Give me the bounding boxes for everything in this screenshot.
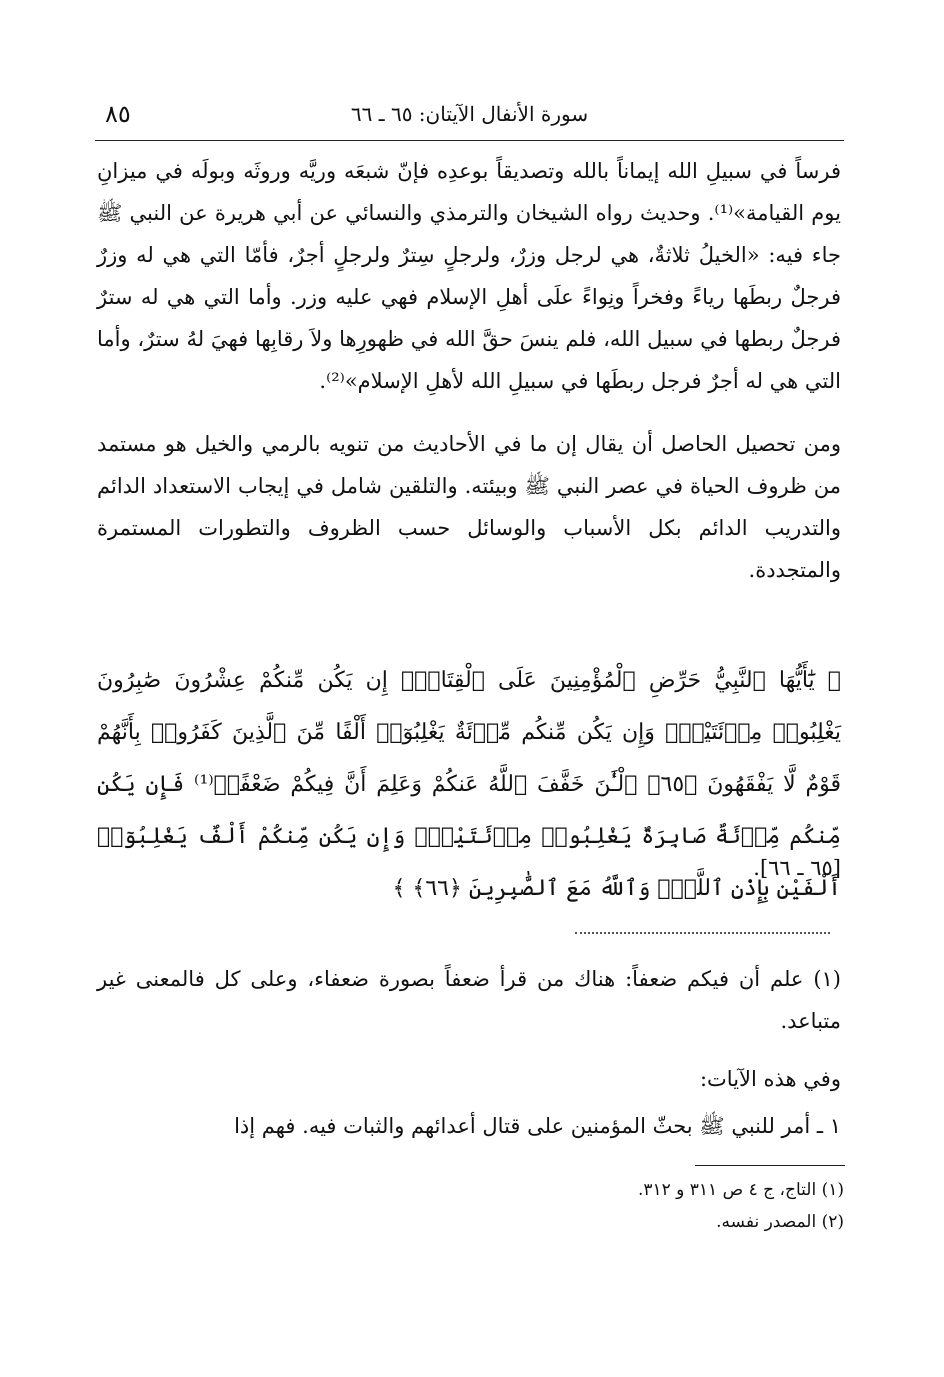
paragraph-commentary: ومن تحصيل الحاصل أن يقال إن ما في الأحاديث من تنويه بالرمي والخيل هو مستمد من ظروف الحياة في عصر النبي ﷺ وبيئته. والتلقين شامل في إيجاب الاستعداد الدائم والتدريب الدائم بكل الأسباب والوسائل حسب الظروف والتطورات المستمرة والمتجددة. — [97, 432, 841, 582]
page-number: ٨٥ — [105, 100, 131, 128]
running-title: سورة الأنفال الآيتان: ٦٥ ـ ٦٦ — [350, 102, 589, 126]
footnote-1: (١) التاج، ج ٤ ص ٣١١ و ٣١٢. — [637, 1180, 844, 1200]
note-heading: وفي هذه الآيات: — [699, 1067, 841, 1091]
verse-reference: [٦٥ ـ ٦٦]. — [753, 856, 841, 880]
page-header — [95, 100, 844, 136]
dotted-separator — [575, 932, 830, 934]
header-rule — [95, 140, 844, 141]
point-1: ١ ـ أمر للنبي ﷺ بحثّ المؤمنين على قتال أعدائهم والثبات فيه. فهم إذا — [234, 1114, 841, 1138]
footnote-2: (٢) المصدر نفسه. — [716, 1212, 844, 1232]
note-variant-reading: (١) علم أن فيكم ضعفاً: هناك من قرأ ضعفاً بصورة ضعفاء، وعلى كل فالمعنى غير متباعد. — [97, 967, 841, 1033]
paragraph-hadith: فرساً في سبيلِ الله إيماناً بالله وتصديقاً بوعدِه فإنّ شبعَه وريَّه وروثَه وبولَه في ميزانِ يوم القيامة»⁽¹⁾. وحديث رواه الشيخان والترمذي والنسائي عن أبي هريرة عن النبي ﷺ جاء فيه: «الخيلُ ثلاثةٌ، هي لرجل وزرٌ، ولرجلٍ سِترٌ ولرجلٍ أجرٌ، فأمّا التي هي له وزرٌ فرجلٌ ربطَها رياءً وفخراً ونِواءً علَى أهلِ الإسلام فهي عليه وزر. وأما التي هي له سترٌ فرجلٌ ربطها في سبيل الله، فلم ينسَ حقَّ الله في ظهورِها ولاَ رقابِها فهيَ لهُ سترٌ، وأما التي هي له أجرٌ فرجل ربطَها في سبيلِ الله لأهلِ الإسلام»⁽²⁾. — [97, 159, 841, 393]
footnote-separator — [695, 1165, 845, 1166]
quran-verse: ﴿ يَٰٓأَيُّهَا ٱلنَّبِيُّ حَرِّضِ ٱلْمُؤْمِنِينَ عَلَى ٱلْقِتَالِۚ إِن يَكُن مِّنكُمْ عِشْرُونَ صَٰبِرُونَ يَغْلِبُوا۟ مِا۟ئَتَيْنِۚ وَإِن يَكُن مِّنكُم مِّا۟ئَةٌ يَغْلِبُوٓا۟ أَلْفًا مِّنَ ٱلَّذِينَ كَفَرُوا۟ بِأَنَّهُمْ قَوْمٌ لَّا يَفْقَهُونَ ﴿٦٥﴾ ٱلْـَٰٔنَ خَفَّفَ ٱللَّهُ عَنكُمْ وَعَلِمَ أَنَّ فِيكُمْ ضَعْفًاۚ⁽¹⁾ فَإِن يَكُن مِّنكُم مِّا۟ئَةٌ صَابِرَةٌ يَغْلِبُوا۟ مِا۟ئَتَيْنِۚ وَإِن يَكُن مِّنكُمْ أَلْفٌ يَغْلِبُوٓا۟ أَلْفَيْنِ بِإِذْنِ ٱللَّهِۗ وَٱللَّهُ مَعَ ٱلصَّٰبِرِينَ ﴿٦٦﴾ ﴾ — [97, 668, 842, 901]
